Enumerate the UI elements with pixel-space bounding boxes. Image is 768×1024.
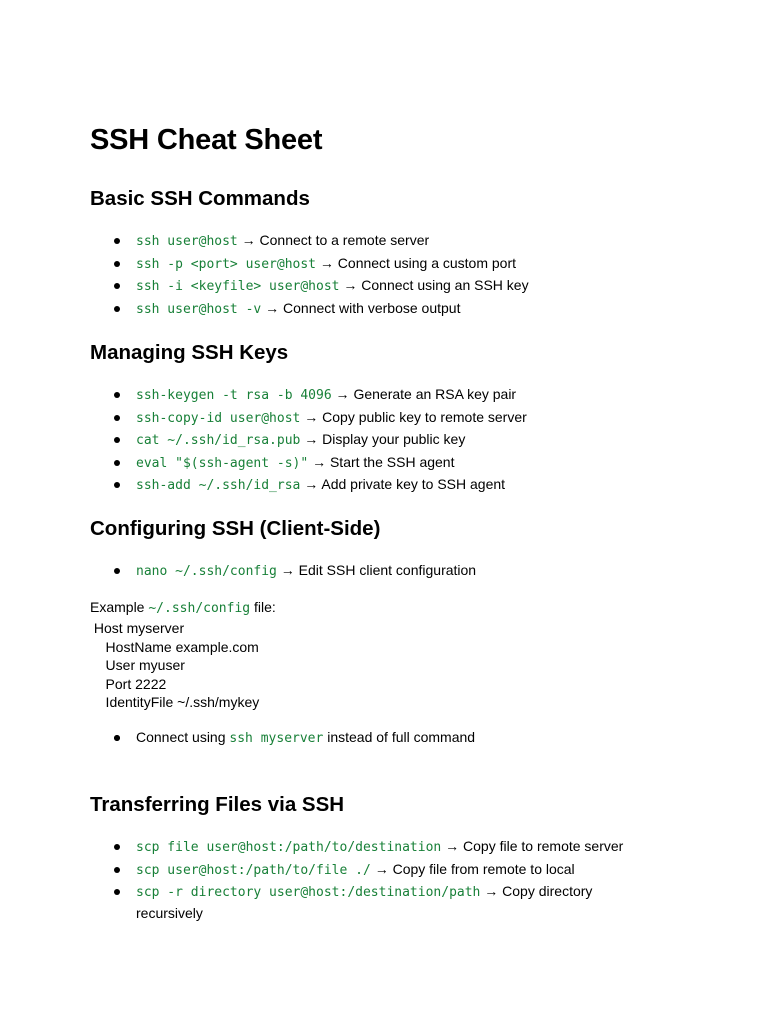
example-suffix: file:: [250, 599, 276, 615]
command-description: → Connect using a custom port: [316, 254, 517, 271]
list-item: [0, 452, 696, 475]
list-item: [0, 474, 696, 497]
command-code: ssh user@host: [136, 234, 238, 249]
list-item: [0, 429, 696, 452]
command-code: nano ~/.ssh/config: [136, 564, 277, 579]
config-line: Port 2222: [90, 675, 167, 692]
example-prefix: Example: [90, 599, 149, 615]
command-description: → Copy file from remote to local: [370, 860, 575, 877]
list-item: [0, 560, 696, 583]
command-code: ssh -p <port> user@host: [136, 256, 317, 272]
config-line: HostName example.com: [90, 638, 259, 655]
command-code: eval "$(ssh-agent -s)": [136, 455, 309, 471]
command-description: → Connect using an SSH key: [339, 277, 529, 293]
command-code: ssh user@host -v: [136, 301, 262, 317]
list-transfer-commands: [0, 836, 696, 924]
list-config-notes: [0, 727, 696, 750]
list-item: [0, 836, 696, 859]
list-basic-commands: [0, 230, 696, 320]
heading-transferring-files: Transferring Files via SSH: [90, 793, 345, 816]
command-description: → Display your public key: [300, 431, 466, 447]
example-filename: ~/.ssh/config: [148, 601, 251, 616]
command-code: scp file user@host:/path/to/destination: [136, 840, 442, 855]
list-config-commands: [0, 560, 696, 583]
command-code: ssh-add ~/.ssh/id_rsa: [136, 478, 301, 493]
heading-configuring-ssh: Configuring SSH (Client-Side): [90, 517, 381, 540]
command-description: → Add private key to SSH agent: [300, 476, 506, 492]
command-description: → Copy file to remote server: [441, 838, 624, 854]
config-example-block: [90, 619, 259, 712]
command-description: → Connect to a remote server: [237, 232, 430, 248]
command-code: cat ~/.ssh/id_rsa.pub: [136, 433, 301, 448]
list-item: [0, 727, 696, 750]
list-item: [0, 881, 646, 924]
config-line: IdentityFile ~/.ssh/mykey: [90, 694, 260, 711]
command-description: → Generate an RSA key pair: [331, 386, 517, 402]
config-line: Host myserver: [90, 620, 185, 636]
list-item: [0, 230, 696, 253]
command-description: → Edit SSH client configuration: [276, 562, 477, 578]
command-code: ssh-copy-id user@host: [136, 410, 301, 426]
list-ssh-keys: [0, 384, 696, 497]
list-item: [0, 859, 696, 882]
command-description: → Copy public key to remote server: [300, 408, 527, 425]
list-item: [0, 407, 696, 430]
command-code: ssh -i <keyfile> user@host: [136, 279, 340, 294]
list-item: [0, 253, 696, 276]
command-description: → Connect with verbose output: [261, 299, 461, 316]
command-description: → Copy directory recursively: [136, 883, 593, 921]
heading-managing-ssh-keys: Managing SSH Keys: [90, 341, 289, 364]
list-item: [0, 298, 696, 321]
page-title: SSH Cheat Sheet: [90, 124, 323, 156]
command-code: ssh-keygen -t rsa -b 4096: [136, 388, 332, 403]
example-caption: [90, 598, 276, 618]
note-prefix: Connect using: [136, 729, 230, 745]
command-code: scp user@host:/path/to/file ./: [136, 862, 371, 878]
command-description: → Start the SSH agent: [308, 453, 455, 470]
note-suffix: instead of full command: [323, 729, 476, 745]
list-item: [0, 275, 696, 298]
config-line: User myuser: [90, 657, 185, 674]
heading-basic-ssh-commands: Basic SSH Commands: [90, 187, 310, 210]
command-code: scp -r directory user@host:/destination/path: [136, 885, 481, 900]
list-item: [0, 384, 696, 407]
command-code: ssh myserver: [229, 731, 324, 746]
